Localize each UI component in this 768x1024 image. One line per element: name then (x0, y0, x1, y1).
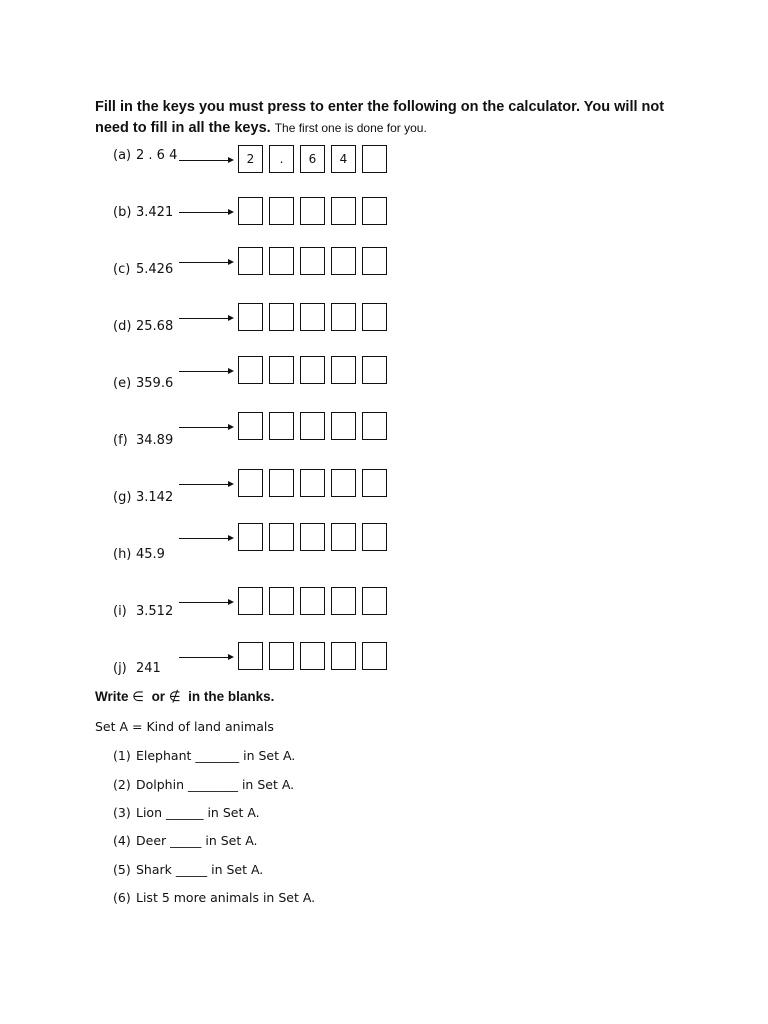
question-value: 34.89 (136, 433, 174, 448)
heading-write: Write (95, 689, 129, 704)
arrow-icon (179, 160, 229, 161)
key-box[interactable] (269, 523, 294, 551)
key-box[interactable] (300, 356, 325, 384)
question-label (113, 376, 173, 391)
question-value: 2 . 6 4 (136, 148, 178, 163)
question-label (113, 547, 165, 562)
question-label (113, 262, 173, 277)
key-box[interactable] (331, 469, 356, 497)
key-box[interactable] (362, 523, 387, 551)
key-box[interactable] (300, 523, 325, 551)
key-box[interactable] (269, 247, 294, 275)
question-letter: (e) (113, 376, 132, 391)
arrow-icon (179, 484, 229, 485)
question-value: 25.68 (136, 319, 174, 334)
set-item-text: Shark _____ in Set A. (136, 862, 264, 877)
key-box[interactable] (300, 642, 325, 670)
not-element-of-symbol: ∉ (168, 689, 181, 705)
key-box[interactable] (269, 303, 294, 331)
question-label (113, 490, 173, 505)
set-item-text: Deer _____ in Set A. (136, 833, 258, 848)
key-box[interactable] (300, 469, 325, 497)
arrow-icon (179, 538, 229, 539)
set-item-text: List 5 more animals in Set A. (136, 890, 316, 905)
key-box[interactable] (269, 197, 294, 225)
question-value: 3.142 (136, 490, 174, 505)
key-box[interactable] (331, 642, 356, 670)
question-letter: (a) (113, 148, 132, 163)
key-box[interactable] (269, 412, 294, 440)
set-item (113, 777, 294, 792)
key-box[interactable] (269, 642, 294, 670)
arrow-icon (179, 371, 229, 372)
arrow-icon (179, 657, 229, 658)
instructions-bold: Fill in the keys you must press to enter the following on the calculator. You will not need to fill in all the keys. (95, 99, 665, 136)
key-box[interactable]: 4 (331, 145, 356, 173)
question-letter: (d) (113, 319, 132, 334)
key-box[interactable]: 2 (238, 145, 263, 173)
set-item-text: Lion ______ in Set A. (136, 805, 260, 820)
question-letter: (j) (113, 661, 127, 676)
set-item-number: (3) (113, 805, 131, 820)
question-label (113, 433, 173, 448)
question-letter: (g) (113, 490, 132, 505)
key-box[interactable]: 6 (300, 145, 325, 173)
element-of-symbol: ∈ (132, 689, 145, 705)
key-box[interactable]: . (269, 145, 294, 173)
set-item (113, 833, 258, 848)
instructions-note: The first one is done for you. (274, 121, 427, 135)
set-item-number: (4) (113, 833, 131, 848)
set-item-text: Dolphin ________ in Set A. (136, 777, 295, 792)
key-box[interactable] (300, 197, 325, 225)
arrow-icon (179, 212, 229, 213)
key-box[interactable] (238, 303, 263, 331)
key-box[interactable] (238, 642, 263, 670)
set-item-number: (5) (113, 862, 131, 877)
key-box[interactable] (362, 303, 387, 331)
key-box[interactable] (238, 247, 263, 275)
question-label (113, 319, 173, 334)
set-item (113, 862, 263, 877)
key-box[interactable] (238, 523, 263, 551)
key-box[interactable] (331, 412, 356, 440)
question-value: 3.512 (136, 604, 174, 619)
key-box[interactable] (238, 587, 263, 615)
heading-blanks: in the blanks. (188, 689, 275, 704)
question-value: 5.426 (136, 262, 174, 277)
key-box[interactable] (300, 412, 325, 440)
key-box[interactable] (269, 356, 294, 384)
question-label (113, 661, 161, 676)
question-value: 241 (136, 661, 161, 676)
question-value: 359.6 (136, 376, 174, 391)
key-box[interactable] (362, 145, 387, 173)
set-definition: Set A = Kind of land animals (95, 719, 274, 734)
question-letter: (f) (113, 433, 128, 448)
key-box[interactable] (238, 356, 263, 384)
set-item-number: (2) (113, 777, 131, 792)
question-letter: (h) (113, 547, 132, 562)
question-label (113, 148, 177, 163)
set-item-text: Elephant _______ in Set A. (136, 748, 296, 763)
key-box[interactable] (300, 247, 325, 275)
key-box[interactable] (300, 303, 325, 331)
arrow-icon (179, 318, 229, 319)
question-label (113, 604, 173, 619)
set-item (113, 805, 260, 820)
key-box[interactable] (331, 356, 356, 384)
arrow-icon (179, 427, 229, 428)
key-box[interactable] (331, 303, 356, 331)
arrow-icon (179, 262, 229, 263)
key-box[interactable] (362, 469, 387, 497)
set-item (113, 890, 315, 905)
heading-or: or (151, 689, 166, 704)
section2-heading (95, 689, 274, 705)
key-box[interactable] (300, 587, 325, 615)
key-box[interactable] (331, 247, 356, 275)
set-item-number: (6) (113, 890, 131, 905)
question-letter: (i) (113, 604, 127, 619)
key-box[interactable] (331, 587, 356, 615)
question-label (113, 205, 173, 220)
key-box[interactable] (362, 642, 387, 670)
question-letter: (c) (113, 262, 131, 277)
question-value: 3.421 (136, 205, 174, 220)
key-box[interactable] (331, 197, 356, 225)
key-box[interactable] (269, 469, 294, 497)
question-value: 45.9 (136, 547, 165, 562)
key-box[interactable] (362, 247, 387, 275)
key-box[interactable] (238, 412, 263, 440)
key-box[interactable] (238, 469, 263, 497)
key-box[interactable] (362, 412, 387, 440)
key-box[interactable] (362, 356, 387, 384)
arrow-icon (179, 602, 229, 603)
question-letter: (b) (113, 205, 132, 220)
instructions (95, 97, 695, 139)
set-item-number: (1) (113, 748, 131, 763)
key-box[interactable] (238, 197, 263, 225)
key-box[interactable] (362, 197, 387, 225)
key-box[interactable] (331, 523, 356, 551)
set-item (113, 748, 295, 763)
key-box[interactable] (269, 587, 294, 615)
key-box[interactable] (362, 587, 387, 615)
